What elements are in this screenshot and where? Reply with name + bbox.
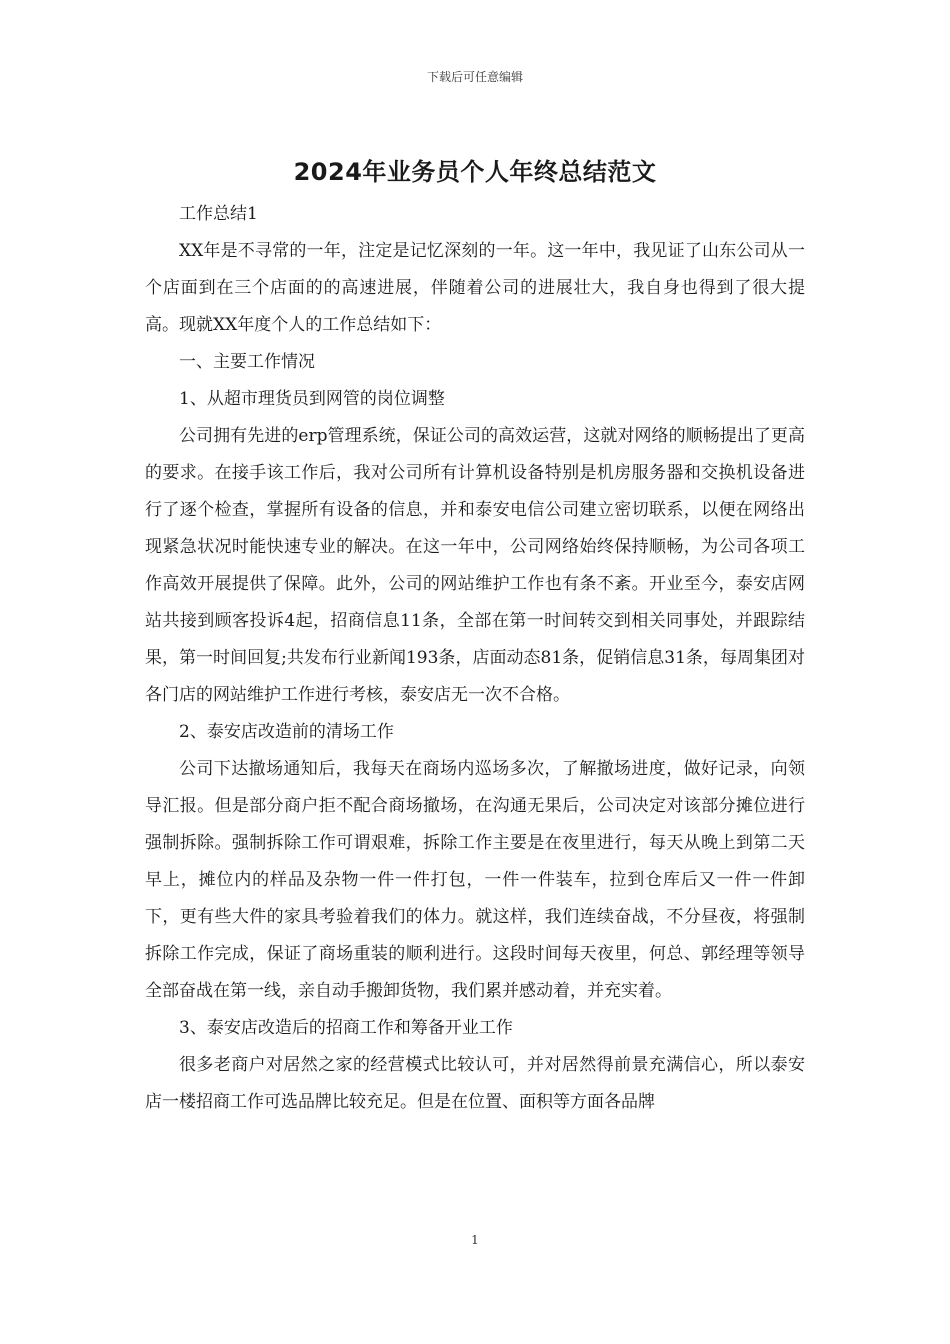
paragraph-clearance-work: 公司下达撤场通知后，我每天在商场内巡场多次，了解撤场进度，做好记录，向领导汇报。但是部分商户拒不配合商场撤场，在沟通无果后，公司决定对该部分摊位进行强制拆除。强制拆除工作可谓艰难，拆除工作主要是在夜里进行，每天从晚上到第二天早上，摊位内的样品及杂物一件一件打包，一件一件装车，拉到仓库后又一件一件卸下，更有些大件的家具考验着我们的体力。就这样，我们连续奋战，不分昼夜，将强制拆除工作完成，保证了商场重装的顺利进行。这段时间每天夜里，何总、郭经理等领导全部奋战在第一线，亲自动手搬卸货物，我们累并感动着，并充实着。	[145, 759, 805, 1001]
subheading-1: 1、从超市理货员到网管的岗位调整	[179, 389, 445, 409]
paragraph-investment-work: 很多老商户对居然之家的经营模式比较认可，并对居然得前景充满信心，所以泰安店一楼招商工作可选品牌比较充足。但是在位置、面积等方面各品牌	[145, 1055, 805, 1112]
document-title: 2024年业务员个人年终总结范文	[293, 158, 657, 186]
page-number: 1	[471, 1233, 479, 1247]
subheading-3: 3、泰安店改造后的招商工作和筹备开业工作	[179, 1018, 513, 1038]
section-heading-work-summary: 工作总结1	[179, 204, 258, 224]
subheading-2: 2、泰安店改造前的清场工作	[179, 722, 394, 742]
intro-paragraph: XX年是不寻常的一年，注定是记忆深刻的一年。这一年中，我见证了山东公司从一个店面到在三个店面的的高速进展，伴随着公司的进展壮大，我自身也得到了很大提高。现就XX年度个人的工作总结如下：	[145, 241, 805, 335]
paragraph-network-work: 公司拥有先进的erp管理系统，保证公司的高效运营，这就对网络的顺畅提出了更高的要求。在接手该工作后，我对公司所有计算机设备特别是机房服务器和交换机设备进行了逐个检查，掌握所有设备的信息，并和泰安电信公司建立密切联系，以便在网络出现紧急状况时能快速专业的解决。在这一年中，公司网络始终保持顺畅，为公司各项工作高效开展提供了保障。此外，公司的网站维护工作也有条不紊。开业至今，泰安店网站共接到顾客投诉4起，招商信息11条，全部在第一时间转交到相关同事处，并跟踪结果，第一时间回复;共发布行业新闻193条，店面动态81条，促销信息31条，每周集团对各门店的网站维护工作进行考核，泰安店无一次不合格。	[145, 426, 805, 705]
section-heading-main-work: 一、主要工作情况	[179, 352, 315, 372]
header-note: 下载后可任意编辑	[426, 70, 523, 84]
document-body	[145, 196, 805, 1121]
